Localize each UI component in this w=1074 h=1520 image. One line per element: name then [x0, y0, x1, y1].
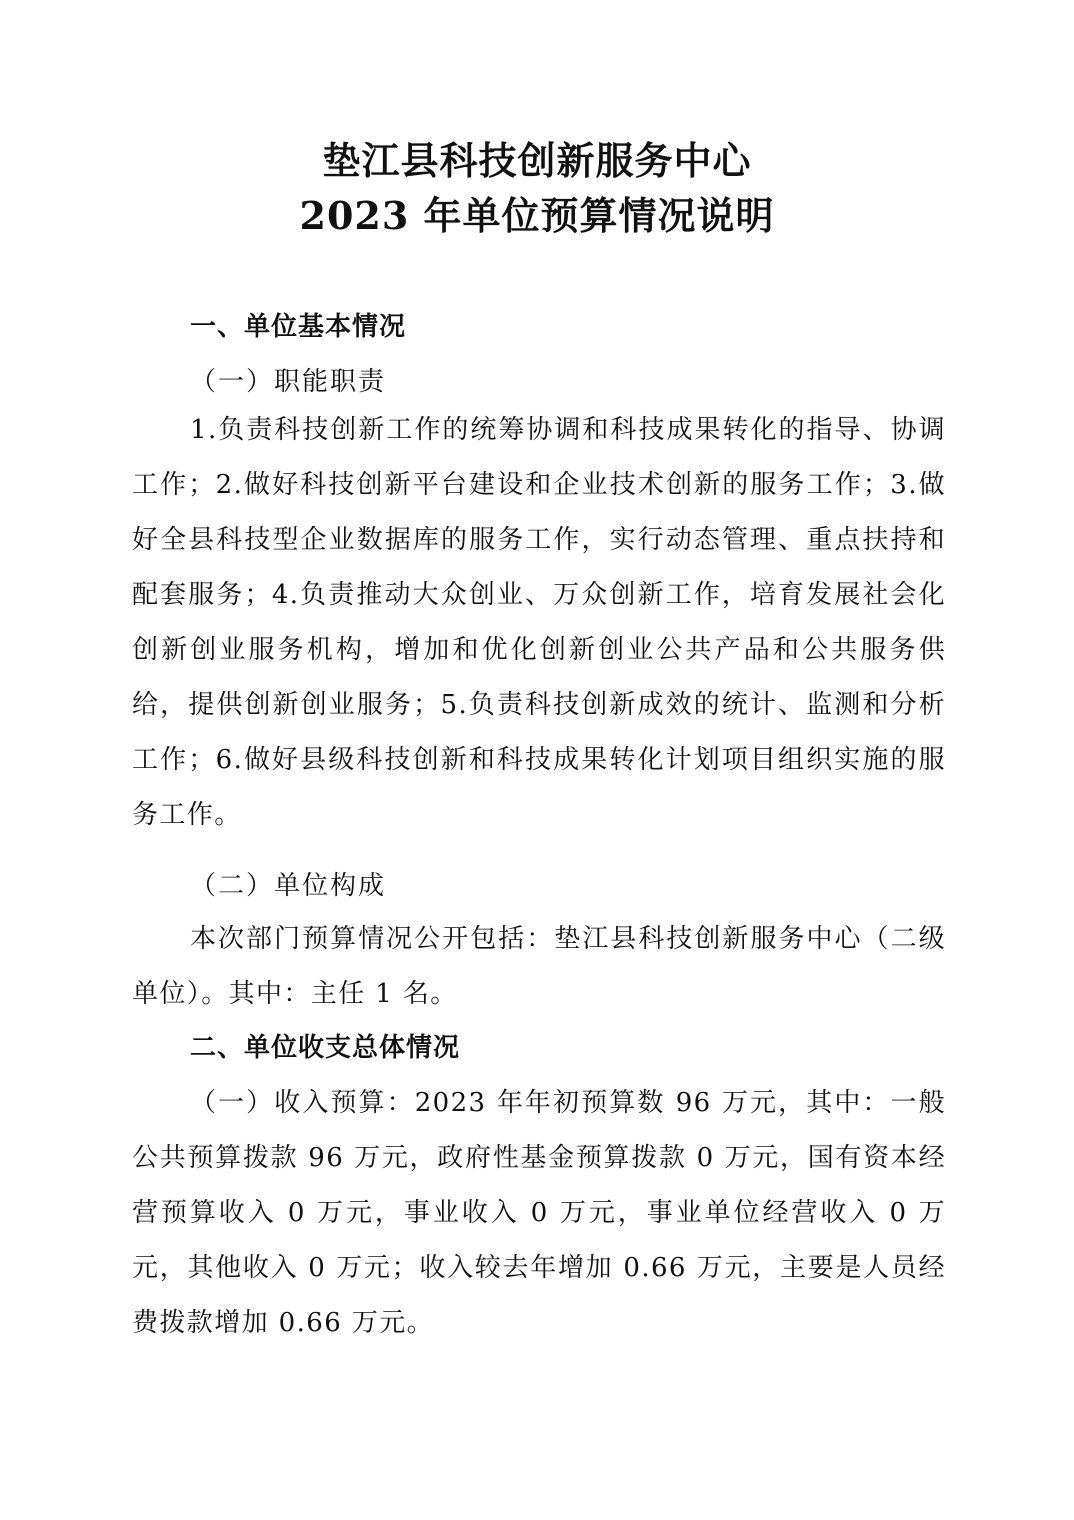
section1-heading: 一、单位基本情况	[190, 312, 407, 342]
section1-sub1-paragraph: 1.负责科技创新工作的统筹协调和科技成果转化的指导、协调工作；2.做好科技创新平台建设和企业技术创新的服务工作；3.做好全县科技型企业数据库的服务工作，实行动态管理、重点扶持和配套服务；4.负责推动大众创业、万众创新工作，培育发展社会化创新创业服务机构，增加和优化创新创业公共产品和公共服务供给，提供创新创业服务；5.负责科技创新成效的统计、监测和分析工作；6.做好县级科技创新和科技成果转化计划项目组织实施的服务工作。	[132, 415, 946, 830]
document-title-line2: 2023 年单位预算情况说明	[299, 193, 775, 238]
section1-sub1-heading: （一）职能职责	[190, 367, 387, 397]
section2-heading: 二、单位收支总体情况	[190, 1033, 461, 1063]
document-title-line1: 垫江县科技创新服务中心	[322, 138, 752, 183]
section2-sub1-paragraph: （一）收入预算：2023 年年初预算数 96 万元，其中：一般公共预算拨款 96 万元，政府性基金预算拨款 0 万元，国有资本经营预算收入 0 万元，事业收入 0 万元，事业单位经营收入 0 万元，其他收入 0 万元；收入较去年增加 0.66 万元，主要是人员经费拨款增加 0.66 万元。	[132, 1088, 946, 1338]
section1-sub2-paragraph: 本次部门预算情况公开包括：垫江县科技创新服务中心（二级单位）。其中：主任 1 名。	[132, 924, 946, 1009]
section1-sub2-heading: （二）单位构成	[190, 871, 387, 901]
